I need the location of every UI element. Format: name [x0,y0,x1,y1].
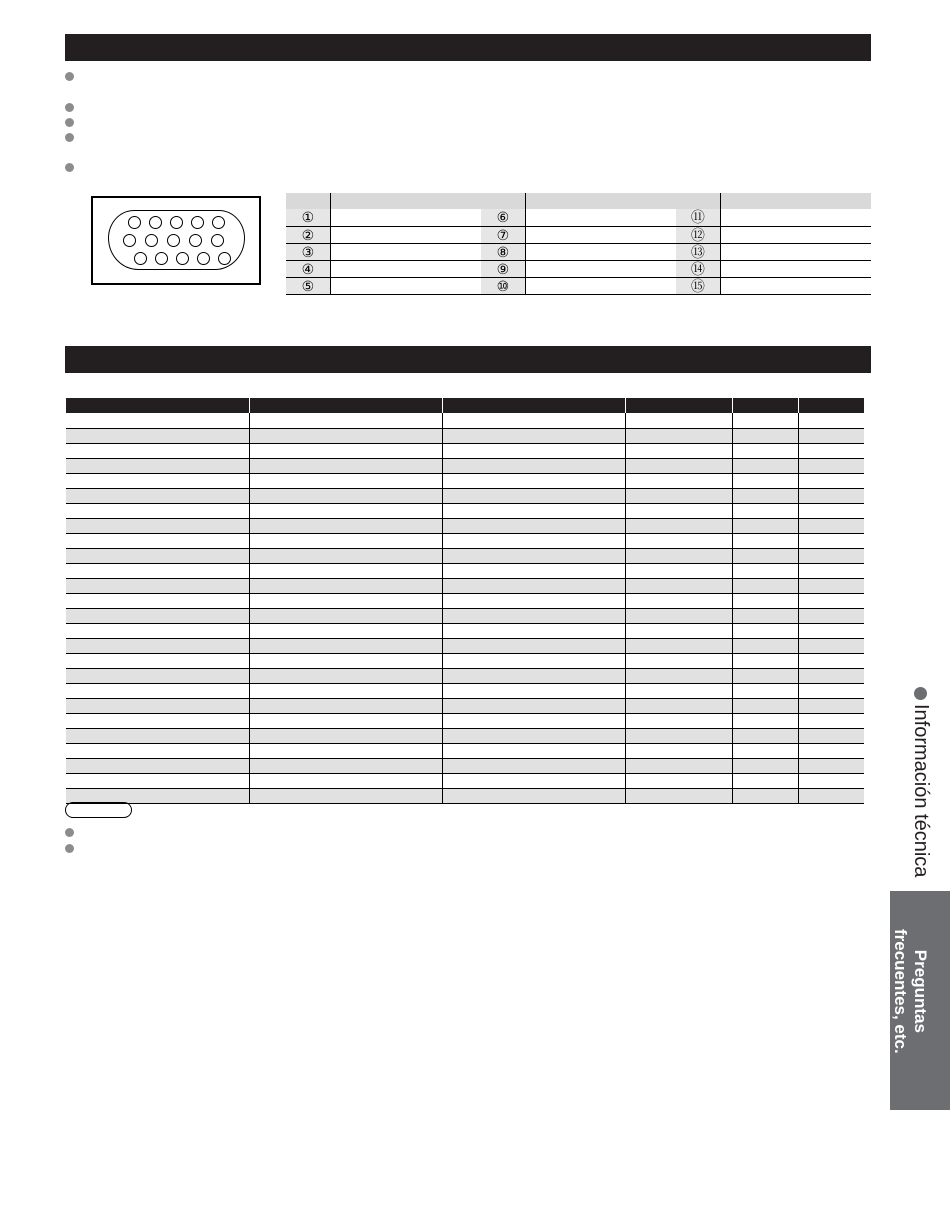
table-row [66,563,864,578]
pin-assignment-table [286,193,871,295]
bullet-point [65,828,74,837]
table-row [66,743,864,758]
bullet-point [65,133,74,142]
pin-number: ⑪ [676,209,720,226]
connector-pin [197,252,210,265]
table-row [66,428,864,443]
connector-pin [149,216,162,229]
table-row [286,243,871,260]
pin-number: ⑬ [676,243,720,260]
pin-number: ⑦ [481,226,525,243]
table-row [66,728,864,743]
section-dot-icon [914,687,927,700]
pin-number: ⑭ [676,260,720,277]
bullet-point [65,844,74,853]
connector-pin [145,234,158,247]
table-row [66,593,864,608]
connector-pin [134,252,147,265]
table-row [66,458,864,473]
side-section-label: Información técnica [910,704,932,878]
faq-tab-line2: frecuentes, etc. [891,929,910,1054]
pin-number: ⑫ [676,226,720,243]
table-row [66,413,864,428]
table-row [66,608,864,623]
pin-number: ③ [286,243,330,260]
section-header-bar [65,346,871,373]
connector-shell [108,210,245,270]
connector-pin [128,216,141,229]
connector-pin [167,234,180,247]
note-label [65,802,132,818]
pin-number: ⑮ [676,277,720,294]
table-row [66,533,864,548]
table-row [66,773,864,788]
table-row [66,668,864,683]
connector-pin [212,216,225,229]
table-row [66,758,864,773]
faq-tab-label[interactable] [890,929,930,1054]
pin-number: ② [286,226,330,243]
bullet-point [65,72,74,81]
bullet-point [65,118,74,127]
pin-number: ⑤ [286,277,330,294]
connector-pin [176,252,189,265]
pin-number: ⑩ [481,277,525,294]
table-row [66,548,864,563]
table-row [286,277,871,294]
pin-number: ① [286,209,330,226]
table-header-row [286,193,871,209]
input-signal-table [66,398,864,804]
section-header-bar [65,34,871,61]
connector-pin [211,234,224,247]
table-row [66,518,864,533]
table-row [66,788,864,803]
connector-pin [170,216,183,229]
pin-number: ⑧ [481,243,525,260]
table-row [66,473,864,488]
connector-pin [218,252,231,265]
pin-number: ④ [286,260,330,277]
table-header-row [66,398,864,413]
table-row [66,443,864,458]
table-row [66,488,864,503]
table-row [66,698,864,713]
table-row [286,260,871,277]
table-row [66,713,864,728]
d-sub-connector-diagram [91,196,261,285]
table-row [66,623,864,638]
pin-number: ⑨ [481,260,525,277]
bullet-point [65,103,74,112]
table-row [66,638,864,653]
connector-pin [123,234,136,247]
faq-tab-line1: Preguntas [911,949,930,1033]
bullet-point [65,163,74,172]
connector-pin [155,252,168,265]
table-row [66,503,864,518]
table-row [66,578,864,593]
connector-pin [189,234,202,247]
table-row [286,226,871,243]
table-row [286,209,871,226]
pin-number: ⑥ [481,209,525,226]
table-row [66,653,864,668]
table-row [66,683,864,698]
connector-pin [191,216,204,229]
